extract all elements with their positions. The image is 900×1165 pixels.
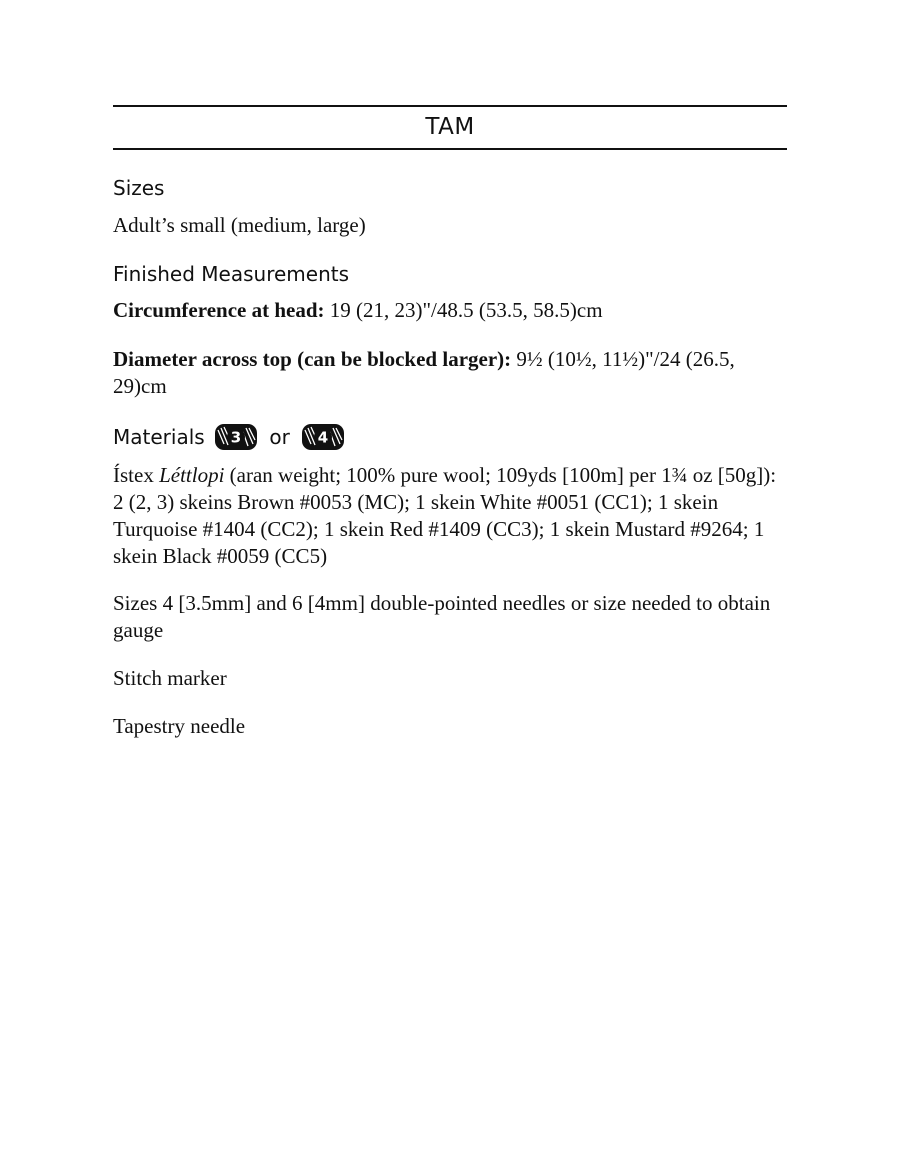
materials-heading: Materials	[113, 425, 205, 449]
circumference-label: Circumference at head:	[113, 298, 325, 322]
diameter-label: Diameter across top (can be blocked larger):	[113, 347, 512, 371]
tapestry-needle-text: Tapestry needle	[113, 714, 246, 738]
svg-text:3: 3	[230, 428, 242, 447]
diameter-value: 9½ (10½, 11½)"/24 (26.5, 29)cm	[113, 347, 735, 398]
needles-text: Sizes 4 [3.5mm] and 6 [4mm] double-pointed needles or size needed to obtain gauge	[113, 591, 771, 642]
title-rule-top	[113, 105, 787, 107]
svg-text:4: 4	[318, 428, 329, 447]
yarn-brand: Ístex	[113, 463, 160, 487]
or-text: or	[269, 425, 290, 449]
materials-heading-row	[113, 424, 348, 455]
diameter-line	[113, 346, 778, 400]
yarn-description	[113, 462, 778, 570]
yarn-weight-4-icon	[302, 424, 344, 455]
finished-measurements-heading: Finished Measurements	[113, 262, 350, 286]
circumference-line	[113, 297, 778, 324]
yarn-name: Léttlopi	[159, 463, 225, 487]
sizes-heading: Sizes	[113, 176, 165, 200]
circumference-value: 19 (21, 23)"/48.5 (53.5, 58.5)cm	[324, 298, 603, 322]
yarn-weight-3-icon	[215, 424, 257, 455]
sizes-text: Adult’s small (medium, large)	[113, 213, 366, 237]
stitch-marker-text: Stitch marker	[113, 666, 227, 690]
page-title: TAM	[425, 114, 475, 140]
yarn-details: (aran weight; 100% pure wool; 109yds [100m] per 1¾ oz [50g]): 2 (2, 3) skeins Brown #0053 (MC); 1 skein White #0051 (CC1); 1 skein Turquoise #1404 (CC2); 1 skein Red #1409 (CC3); 1 skein Mustard #9264; 1 skein Black #0059 (CC5)	[113, 463, 777, 568]
title-rule-bottom	[113, 148, 787, 150]
